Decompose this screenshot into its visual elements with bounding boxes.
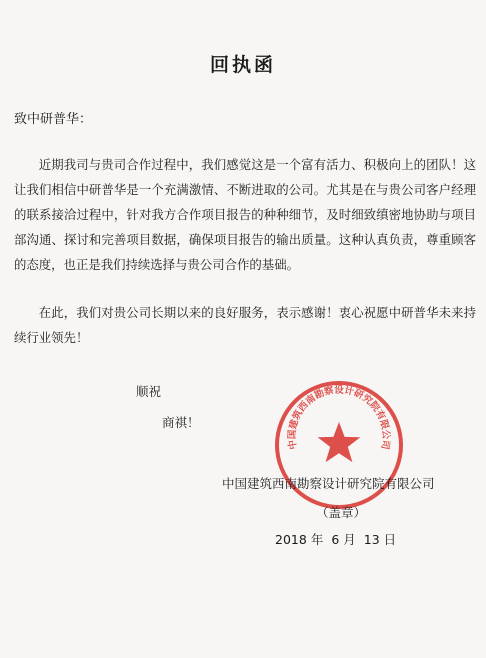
date-day-unit: 日	[383, 532, 397, 547]
signature-company: 中国建筑西南勘察设计研究院有限公司	[222, 476, 435, 491]
date-year: 2018	[275, 532, 307, 547]
stamp-note: （盖章）	[316, 505, 367, 520]
salutation: 致中研普华：	[14, 112, 93, 127]
body-paragraph-1: 近期我司与贵司合作过程中，我们感觉这是一个富有活力、积极向上的团队！这让我们相信中研普华是一个充满激情、不断进取的公司。尤其是在与贵公司客户经理的联系接洽过程中，针对我方合作项目报告的种种细节，及时细致缜密地协助与项目部沟通、探讨和完善项目数据，确保项目报告的输出质量。这种认真负责，尊重顾客的态度，也正是我们持续选择与贵公司合作的基础。	[14, 157, 476, 272]
body-paragraph-2: 在此，我们对贵公司长期以来的良好服务，表示感谢！衷心祝愿中研普华未来持续行业领先！	[14, 305, 476, 345]
date-month-unit: 月	[343, 532, 356, 547]
seal-star	[318, 422, 361, 462]
closing-line-2: 商祺！	[162, 415, 200, 430]
seal-ring-text: 中国建筑西南勘察设计研究院有限公司	[286, 384, 392, 451]
signature-date	[275, 530, 400, 548]
closing-line-1: 顺祝	[136, 384, 162, 399]
date-year-unit: 年	[310, 532, 324, 547]
date-day: 13	[363, 532, 380, 547]
letter-title: 回执函	[209, 54, 276, 76]
date-month: 6	[331, 532, 340, 547]
